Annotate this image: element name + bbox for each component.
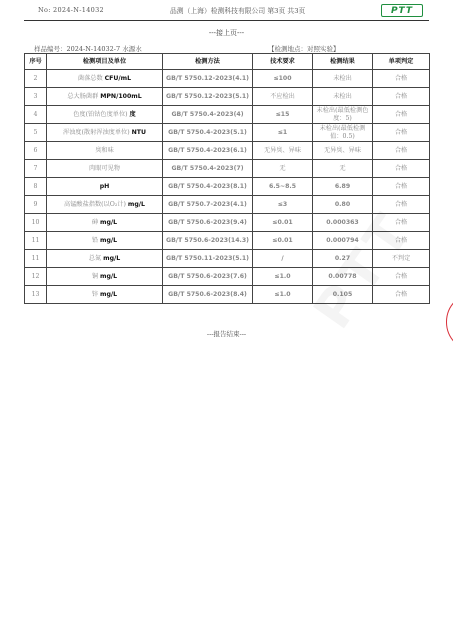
test-method: GB/T 5750.4-2023(6.1) (163, 142, 253, 160)
test-method: GB/T 5750.4-2023(5.1) (163, 124, 253, 142)
table-row (25, 70, 430, 88)
item-name: 铅 (91, 236, 99, 244)
page-header (0, 0, 453, 24)
col-header-no: 序号 (25, 54, 47, 70)
table-header-row (25, 54, 430, 70)
test-result: 0.000363 (313, 214, 373, 232)
judgement: 不判定 (373, 250, 430, 268)
test-location: 【检测地点：对照实验】 (268, 45, 340, 53)
table-row (25, 142, 430, 160)
test-result: 未检出 (313, 70, 373, 88)
test-item (47, 250, 163, 268)
item-unit: mg/L (100, 236, 118, 244)
technical-requirement: 无异臭、异味 (253, 142, 313, 160)
technical-requirement: / (253, 250, 313, 268)
sample-number: 样品编号：2024-N-14032-7 水源水 (34, 45, 142, 53)
item-unit: mg/L (100, 290, 118, 298)
item-unit: mg/L (103, 254, 121, 262)
test-result: 未检出(最低检测色度：5) (313, 106, 373, 124)
item-unit: NTU (131, 128, 147, 136)
row-number: 11 (25, 232, 47, 250)
item-unit: MPN/100mL (100, 92, 142, 100)
judgement: 合格 (373, 286, 430, 304)
test-method: GB/T 5750.6-2023(7.6) (163, 268, 253, 286)
test-method: GB/T 5750.7-2023(4.1) (163, 196, 253, 214)
test-result: 0.80 (313, 196, 373, 214)
test-method: GB/T 5750.12-2023(4.1) (163, 70, 253, 88)
col-header-result: 检测结果 (313, 54, 373, 70)
test-item (47, 232, 163, 250)
test-item (47, 160, 163, 178)
test-item (47, 124, 163, 142)
test-result: 0.000794 (313, 232, 373, 250)
col-header-method: 检测方法 (163, 54, 253, 70)
test-result: 0.27 (313, 250, 373, 268)
report-number: No: 2024-N-14032 (38, 6, 104, 14)
item-name: 总大肠菌群 (67, 92, 99, 100)
technical-requirement: ≤1 (253, 124, 313, 142)
judgement: 合格 (373, 88, 430, 106)
col-header-requirement: 技术要求 (253, 54, 313, 70)
row-number: 6 (25, 142, 47, 160)
header-divider (24, 20, 429, 21)
judgement: 合格 (373, 196, 430, 214)
judgement: 合格 (373, 160, 430, 178)
test-item (47, 214, 163, 232)
test-item (47, 286, 163, 304)
test-method: GB/T 5750.6-2023(9.4) (163, 214, 253, 232)
judgement: 合格 (373, 70, 430, 88)
table-row (25, 178, 430, 196)
test-method: GB/T 5750.11-2023(5.1) (163, 250, 253, 268)
test-result: 6.89 (313, 178, 373, 196)
row-number: 2 (25, 70, 47, 88)
item-unit: mg/L (100, 218, 118, 226)
test-method: GB/T 5750.6-2023(14.3) (163, 232, 253, 250)
item-unit: mg/L (100, 272, 118, 280)
report-end-note: ---报告结束--- (206, 330, 247, 338)
test-method: GB/T 5750.4-2023(7) (163, 160, 253, 178)
table-row (25, 88, 430, 106)
row-number: 5 (25, 124, 47, 142)
judgement: 合格 (373, 214, 430, 232)
judgement: 合格 (373, 124, 430, 142)
technical-requirement: 6.5~8.5 (253, 178, 313, 196)
item-unit: pH (99, 182, 110, 190)
item-unit: 度 (129, 110, 136, 118)
item-unit: mg/L (127, 200, 145, 208)
col-header-item: 检测项目及单位 (47, 54, 163, 70)
item-name: 臭和味 (95, 146, 114, 154)
row-number: 4 (25, 106, 47, 124)
test-item (47, 142, 163, 160)
test-result: 未检出 (313, 88, 373, 106)
test-method: GB/T 5750.4-2023(8.1) (163, 178, 253, 196)
test-result: 0.00778 (313, 268, 373, 286)
row-number: 7 (25, 160, 47, 178)
company-name-page-info: 品测（上海）检测科技有限公司 第3页 共3页 (170, 7, 306, 15)
technical-requirement: ≤0.01 (253, 232, 313, 250)
table-row (25, 106, 430, 124)
company-logo (381, 4, 423, 17)
test-item (47, 196, 163, 214)
item-unit: CFU/mL (104, 74, 132, 82)
item-name: 总氮 (88, 254, 102, 262)
test-result: 无 (313, 160, 373, 178)
item-name: 锌 (91, 290, 99, 298)
item-name: 浑浊度(散射浑浊度单位) (62, 128, 130, 136)
item-name: 色度(铂钴色度单位) (73, 110, 128, 118)
test-result: 0.105 (313, 286, 373, 304)
row-number: 12 (25, 268, 47, 286)
item-name: 铜 (91, 272, 99, 280)
inspection-seal (446, 292, 453, 352)
row-number: 10 (25, 214, 47, 232)
continued-note: ---接上页--- (208, 29, 245, 37)
item-name: 肉眼可见物 (89, 164, 120, 172)
table-row (25, 124, 430, 142)
test-result: 无异臭、异味 (313, 142, 373, 160)
technical-requirement: ≤3 (253, 196, 313, 214)
row-number: 9 (25, 196, 47, 214)
technical-requirement: ≤15 (253, 106, 313, 124)
row-number: 3 (25, 88, 47, 106)
judgement: 合格 (373, 178, 430, 196)
test-item (47, 70, 163, 88)
test-item (47, 268, 163, 286)
judgement: 合格 (373, 232, 430, 250)
judgement: 合格 (373, 268, 430, 286)
col-header-judgement: 单项判定 (373, 54, 430, 70)
logo-text: PTT (390, 5, 414, 16)
test-method: GB/T 5750.4-2023(4) (163, 106, 253, 124)
judgement: 合格 (373, 142, 430, 160)
row-number: 11 (25, 250, 47, 268)
item-name: 砷 (91, 218, 99, 226)
test-method: GB/T 5750.6-2023(8.4) (163, 286, 253, 304)
technical-requirement: ≤1.0 (253, 286, 313, 304)
item-name: 菌落总数 (77, 74, 103, 82)
judgement: 合格 (373, 106, 430, 124)
item-name: 高锰酸盐指数(以O₂计) (64, 200, 126, 208)
test-method: GB/T 5750.12-2023(5.1) (163, 88, 253, 106)
test-item (47, 106, 163, 124)
technical-requirement: ≤0.01 (253, 214, 313, 232)
table-row (25, 160, 430, 178)
test-result: 未检出(最低检测值：0.5) (313, 124, 373, 142)
technical-requirement: 不应检出 (253, 88, 313, 106)
row-number: 8 (25, 178, 47, 196)
technical-requirement: ≤1.0 (253, 268, 313, 286)
test-item (47, 178, 163, 196)
technical-requirement: 无 (253, 160, 313, 178)
technical-requirement: ≤100 (253, 70, 313, 88)
row-number: 13 (25, 286, 47, 304)
test-item (47, 88, 163, 106)
